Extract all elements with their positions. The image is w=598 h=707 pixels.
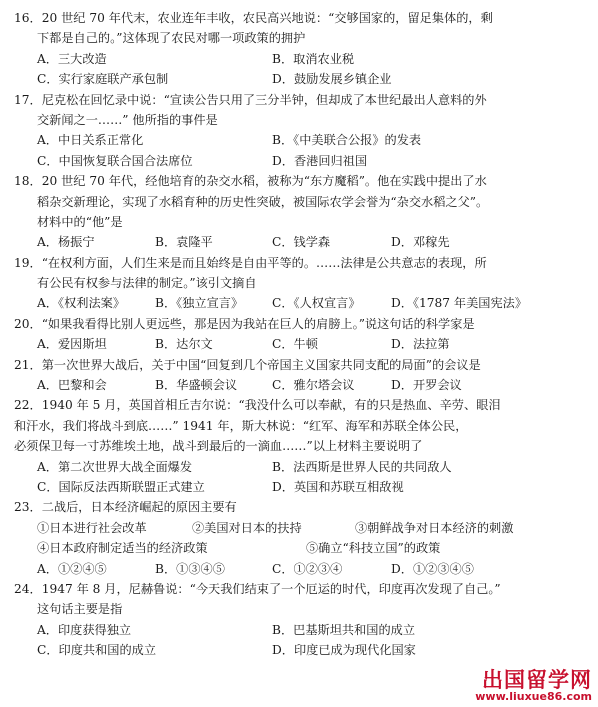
q19-stem-line1: 19．“在权利方面，人们生来是而且始终是自由平等的。……法律是公共意志的表现，所 <box>14 255 487 270</box>
q22-options-row1 <box>14 457 584 477</box>
q23-items-row1 <box>14 518 584 538</box>
q19-option-a: A．《权利法案》 <box>37 296 126 311</box>
q18-option-d: D．邓稼先 <box>391 235 450 250</box>
q20-options-row <box>14 334 584 354</box>
q19-stem-line2: 有公民有权参与法律的制定。”该引文摘自 <box>37 276 257 291</box>
q18-stem-line3: 材料中的“他”是 <box>37 214 123 229</box>
q22-option-c: C．国际反法西斯联盟正式建立 <box>37 479 205 494</box>
q16-option-c: C．实行家庭联产承包制 <box>37 72 169 87</box>
q24-option-b: B．巴基斯坦共和国的成立 <box>272 622 416 637</box>
q23-item-1: ①日本进行社会改革 <box>37 520 147 535</box>
q20-option-a: A．爱因斯坦 <box>37 337 107 352</box>
q21-stem-line1: 21．第一次世界大战后，关于中国“回复到几个帝国主义国家共同支配的局面”的会议是 <box>14 357 481 372</box>
watermark-title: 出国留学网 <box>482 668 592 692</box>
q17-option-d: D．香港回归祖国 <box>272 153 368 168</box>
q24-options-row2 <box>14 640 584 660</box>
watermark-url: www.liuxue86.com <box>475 690 592 703</box>
q23-stem-line1: 23．二战后，日本经济崛起的原因主要有 <box>14 500 237 515</box>
q24-option-d: D．印度已成为现代化国家 <box>272 643 416 658</box>
q20-stem-line1: 20．“如果我看得比别人更远些，那是因为我站在巨人的肩膀上。”说这句话的科学家是 <box>14 316 475 331</box>
q20-option-b: B．达尔文 <box>155 337 213 352</box>
q17-options-row2 <box>14 151 584 171</box>
q23-option-c: C．①②③④ <box>272 561 343 576</box>
q18-stem-line1: 18．20 世纪 70 年代，经他培育的杂交水稻，被称为“东方魔稻”。他在实践中提出了水 <box>14 174 487 189</box>
q21-option-b: B．华盛顿会议 <box>155 378 238 393</box>
q16-option-a: A．三大改造 <box>37 51 107 66</box>
q23-item-5: ⑤确立“科技立国”的政策 <box>306 541 441 556</box>
q16-stem-line1: 16．20 世纪 70 年代末，农业连年丰收，农民高兴地说：“交够国家的，留足集体的，剩 <box>14 11 493 25</box>
q16-option-b: B．取消农业税 <box>272 51 355 66</box>
q23-item-2: ②美国对日本的扶持 <box>192 520 302 535</box>
q18-option-a: A．杨振宁 <box>37 235 95 250</box>
q20-option-c: C．牛顿 <box>272 337 318 352</box>
q16-option-d: D．鼓励发展乡镇企业 <box>272 72 392 87</box>
q24-option-a: A．印度获得独立 <box>37 622 132 637</box>
q16-stem-line2: 下都是自己的。”这体现了农民对哪一项政策的拥护 <box>37 31 306 46</box>
q22-option-d: D．英国和苏联互相敌视 <box>272 479 404 494</box>
q23-option-a: A．①②④⑤ <box>37 561 107 576</box>
exam-page <box>14 8 584 661</box>
q23-items-row2 <box>14 538 584 558</box>
q16-options-row2 <box>14 69 584 89</box>
q22-stem-line3: 必须保卫每一寸苏维埃土地，战斗到最后的一滴血……”以上材料主要说明了 <box>14 439 423 454</box>
q17-option-a: A．中日关系正常化 <box>37 133 144 148</box>
q19-option-c: C．《人权宣言》 <box>272 296 361 311</box>
site-watermark <box>475 669 592 703</box>
q21-option-a: A．巴黎和会 <box>37 378 107 393</box>
q23-options-row <box>14 559 584 579</box>
q20-option-d: D．法拉第 <box>391 337 450 352</box>
q23-option-d: D．①②③④⑤ <box>391 561 474 576</box>
q19-options-row <box>14 293 584 313</box>
q22-stem-line2: 和汗水，我们将战斗到底……” 1941 年，斯大林说：“红军、海军和苏联全体公民， <box>14 418 468 433</box>
q18-option-c: C．钱学森 <box>272 235 331 250</box>
q17-stem-line1: 17．尼克松在回忆录中说：“宣读公告只用了三分半钟，但却成了本世纪最出人意料的外 <box>14 92 487 107</box>
q17-options-row1 <box>14 130 584 150</box>
q23-item-4: ④日本政府制定适当的经济政策 <box>37 541 208 556</box>
q24-option-c: C．印度共和国的成立 <box>37 643 157 658</box>
q18-stem-line2: 稻杂交新理论，实现了水稻育种的历史性突破，被国际农学会誉为“杂交水稻之父”。 <box>37 194 489 209</box>
q19-option-d: D．《1787 年美国宪法》 <box>391 296 528 311</box>
q17-stem-line2: 交新闻之一……” 他所指的事件是 <box>37 112 218 127</box>
q22-options-row2 <box>14 477 584 497</box>
q24-options-row1 <box>14 620 584 640</box>
q19-option-b: B．《独立宣言》 <box>155 296 244 311</box>
q23-option-b: B．①③④⑤ <box>155 561 225 576</box>
q23-item-3: ③朝鲜战争对日本经济的刺激 <box>355 520 514 535</box>
q16-options-row1 <box>14 49 584 69</box>
q24-stem-line2: 这句话主要是指 <box>37 602 123 617</box>
q21-option-c: C．雅尔塔会议 <box>272 378 355 393</box>
q22-stem-line1: 22．1940 年 5 月，英国首相丘吉尔说：“我没什么可以奉献，有的只是热血、辛劳、眼泪 <box>14 398 501 413</box>
q17-option-c: C．中国恢复联合国合法席位 <box>37 153 193 168</box>
q22-option-b: B．法西斯是世界人民的共同敌人 <box>272 459 452 474</box>
q22-option-a: A．第二次世界大战全面爆发 <box>37 459 193 474</box>
q18-options-row <box>14 232 584 252</box>
q21-options-row <box>14 375 584 395</box>
q24-stem-line1: 24．1947 年 8 月，尼赫鲁说：“今天我们结束了一个厄运的时代，印度再次发现了自己。” <box>14 581 501 596</box>
q18-option-b: B．袁隆平 <box>155 235 213 250</box>
q21-option-d: D．开罗会议 <box>391 378 462 393</box>
q17-option-b: B．《中美联合公报》的发表 <box>272 133 422 148</box>
